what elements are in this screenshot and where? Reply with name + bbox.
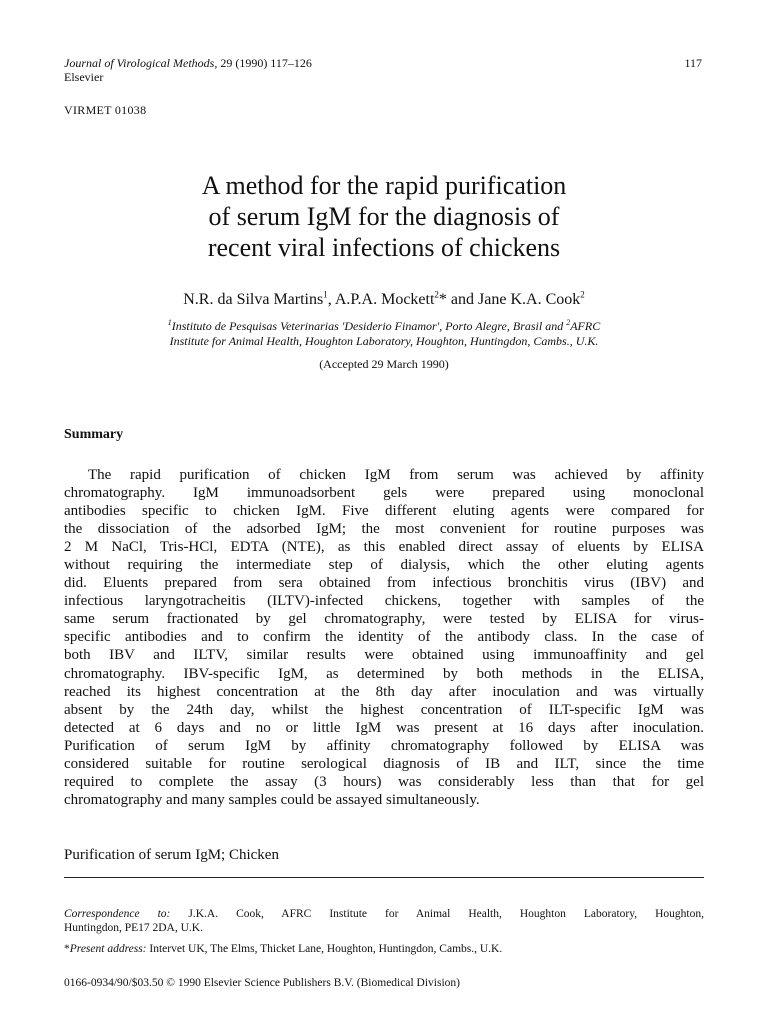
- summary-line: detected at 6 days and no or little IgM was present at 16 days after inoculation.: [64, 719, 704, 736]
- affiliation-marker: 2: [434, 289, 439, 300]
- summary-line: chromatography and many samples could be assayed simultaneously.: [64, 791, 480, 808]
- author-name: N.R. da Silva Martins: [183, 291, 324, 308]
- title-line: A method for the rapid purification: [201, 171, 567, 200]
- summary-line: considered suitable for routine serological diagnosis of IB and ILT, since the time: [64, 755, 704, 772]
- summary-text: [64, 466, 704, 809]
- summary-heading: Summary: [64, 427, 124, 442]
- journal-name: Journal of Virological Methods: [64, 56, 215, 70]
- article-title: [64, 170, 704, 263]
- author-name: A.P.A. Mockett: [334, 291, 435, 308]
- accepted-date: (Accepted 29 March 1990): [319, 357, 449, 371]
- summary-line: infectious laryngotracheitis (ILTV)-infected chickens, together with samples of the: [64, 593, 704, 610]
- footnote-line: [64, 907, 704, 921]
- keywords: Purification of serum IgM; Chicken: [64, 847, 279, 863]
- summary-line: 2 M NaCl, Tris-HCl, EDTA (NTE), as this enabled direct assay of eluents by ELISA: [64, 539, 704, 556]
- summary-line: specific antibodies and to confirm the identity of the antibody class. In the case of: [64, 629, 704, 646]
- copyright-line: 0166-0934/90/$03.50 © 1990 Elsevier Science Publishers B.V. (Biomedical Division): [64, 977, 460, 989]
- page-number: 117: [684, 56, 702, 70]
- present-address-label: Present address:: [69, 943, 147, 955]
- present-address-marker: *: [438, 291, 447, 308]
- affiliation-text: AFRC: [570, 319, 601, 333]
- summary-line: the dissociation of the adsorbed IgM; the most convenient for routine purposes was: [64, 521, 704, 538]
- footnote-divider: [64, 877, 704, 878]
- summary-line: both IBV and ILTV, similar results were obtained using immunoaffinity and gel: [64, 647, 704, 664]
- summary-line: required to complete the assay (3 hours) was considerably less than that for gel: [64, 773, 704, 790]
- title-line: of serum IgM for the diagnosis of: [208, 202, 560, 231]
- summary-line: antibodies specific to chicken IgM. Five different eluting agents were compared for: [64, 503, 704, 520]
- footnote-line: Huntingdon, PE17 2DA, U.K.: [64, 922, 203, 934]
- summary-line: Purification of serum IgM by affinity chromatography followed by ELISA was: [64, 737, 704, 754]
- journal-volume-pages: , 29 (1990) 117–126: [214, 56, 312, 70]
- article-code: VIRMET 01038: [64, 103, 147, 117]
- affiliation-marker: 1: [323, 289, 328, 300]
- author-separator: and: [446, 291, 479, 308]
- publisher: Elsevier: [64, 70, 104, 84]
- present-address-footnote: [64, 942, 502, 956]
- summary-line: absent by the 24th day, whilst the highest concentration of ILT-specific IgM was: [64, 701, 704, 718]
- title-line: recent viral infections of chickens: [207, 233, 561, 262]
- affiliation-text: Instituto de Pesquisas Veterinarias 'Desiderio Finamor', Porto Alegre, Brasil and: [171, 319, 567, 333]
- summary-line: same serum fractionated by gel chromatography, were tested by ELISA for virus-: [64, 611, 704, 628]
- present-address-text: Intervet UK, The Elms, Thicket Lane, Houghton, Huntingdon, Cambs., U.K.: [146, 943, 503, 955]
- author-name: Jane K.A. Cook: [478, 291, 581, 308]
- affiliation-marker: 2: [580, 289, 585, 300]
- affiliation-line: [64, 319, 704, 334]
- summary-line: reached its highest concentration at the 8th day after inoculation and was virtually: [64, 683, 704, 700]
- affiliations: [64, 319, 704, 349]
- correspondence-label: Correspondence to:: [64, 908, 171, 920]
- journal-citation: [64, 56, 312, 70]
- affiliation-line: Institute for Animal Health, Houghton Laboratory, Houghton, Huntingdon, Cambs., U.K.: [169, 334, 599, 348]
- correspondence-footnote: [64, 907, 704, 935]
- correspondence-text: J.K.A. Cook, AFRC Institute for Animal Health, Houghton Laboratory, Houghton,: [170, 908, 704, 920]
- present-address-marker: *: [64, 943, 70, 955]
- summary-line: chromatography. IBV-specific IgM, as determined by both methods in the ELISA,: [64, 665, 704, 682]
- affiliation-marker: 1: [167, 318, 172, 327]
- summary-line: chromatography. IgM immunoadsorbent gels were prepared using monoclonal: [64, 485, 704, 502]
- summary-line: The rapid purification of chicken IgM from serum was achieved by affinity: [88, 467, 704, 483]
- summary-line: did. Eluents prepared from sera obtained from infectious bronchitis virus (IBV) and: [64, 575, 704, 592]
- author-separator: ,: [327, 291, 335, 308]
- author-list: [64, 290, 704, 310]
- summary-line: without requiring the intermediate step of dialysis, which the other eluting agents: [64, 557, 704, 574]
- affiliation-marker: 2: [566, 318, 571, 327]
